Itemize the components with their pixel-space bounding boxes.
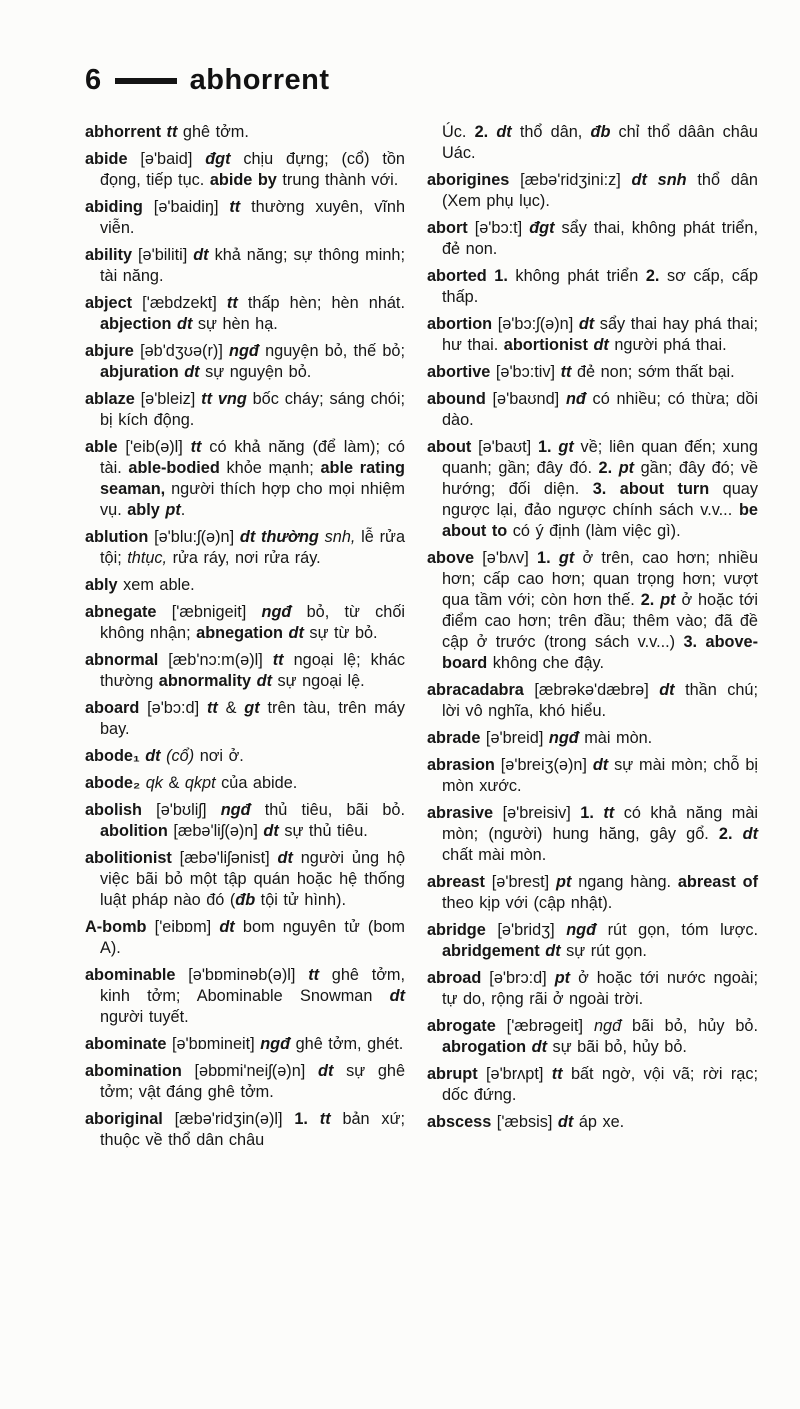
dictionary-entry: Úc. 2. dt thổ dân, đb chỉ thổ dâân châu Uác. [442, 123, 758, 162]
dictionary-entry: aborted 1. không phát triển 2. sơ cấp, cấp thấp. [427, 267, 758, 306]
dictionary-entry: above [ə'bʌv] 1. gt ở trên, cao hơn; nhiều hơn; cấp cao hơn; quan trọng hơn; vượt qua tầm với; còn hơn thế. 2. pt ở hoặc tới điểm cao hơn; trên đầu; thêm vào; đã đề cập ở trước (trong sách v.v...) 3. above-board không che đậy. [427, 549, 759, 672]
dictionary-entry: abrasive [ə'breisiv] 1. tt có khả năng mài mòn; (người) hung hăng, gây gổ. 2. dt chất mài mòn. [427, 804, 758, 864]
dictionary-entry: about [ə'baʊt] 1. gt về; liên quan đến; xung quanh; gần; đây đó. 2. pt gần; đây đó; về hướng; đối diện. 3. about turn quay ngược lại, đảo ngược chính sách v.v... be about to có ý định (làm việc gì). [427, 438, 758, 540]
dictionary-entry: abrade [ə'breid] ngđ mài mòn. [427, 729, 653, 747]
dictionary-entry: abroad [ə'brɔ:d] pt ở hoặc tới nước ngoài; tự do, rộng rãi ở ngoài trời. [427, 969, 758, 1008]
dictionary-entry: aboriginal [æbə'ridʒin(ə)l] 1. tt bản xứ; thuộc về thổ dân châu [85, 1110, 405, 1149]
guide-word: abhorrent [189, 63, 330, 96]
right-column [427, 122, 758, 1157]
dictionary-entry: abortive [ə'bɔ:tiv] tt đẻ non; sớm thất bại. [427, 363, 735, 381]
dictionary-entry: abolitionist [æbə'liʃənist] dt người ủng hộ việc bãi bỏ một tập quán hoặc hệ thống luật pháp nào đó (đb tội tử hình). [85, 849, 406, 909]
dictionary-entry: abortion [ə'bɔ:ʃ(ə)n] dt sẩy thai hay phá thai; hư thai. abortionist dt người phá thai. [427, 315, 758, 354]
dictionary-entry: ablaze [ə'bleiz] tt vng bốc cháy; sáng chói; bị kích động. [85, 390, 405, 429]
page-header [85, 62, 800, 98]
header-rule [115, 78, 177, 84]
dictionary-entry: ablution [ə'blu:ʃ(ə)n] dt thường snh, lễ rửa tội; thtục, rửa ráy, nơi rửa ráy. [85, 528, 405, 567]
dictionary-entry: abide [ə'baid] đgt chịu đựng; (cổ) tồn đọng, tiếp tục. abide by trung thành với. [85, 150, 405, 189]
dictionary-entry: abject ['æbdzekt] tt thấp hèn; hèn nhát. abjection dt sự hèn hạ. [85, 294, 405, 333]
dictionary-entry: abomination [əbɒmi'neiʃ(ə)n] dt sự ghê tởm; vật đáng ghê tởm. [85, 1062, 405, 1101]
dictionary-entry: abnormal [æb'nɔ:m(ə)l] tt ngoại lệ; khác thường abnormality dt sự ngoại lệ. [85, 651, 405, 690]
left-column [85, 122, 405, 1157]
dictionary-entry: abjure [əb'dʒʊə(r)] ngđ nguyện bỏ, thế bỏ; abjuration dt sự nguyện bỏ. [85, 342, 405, 381]
dictionary-entry: abolish [ə'bʊliʃ] ngđ thủ tiêu, bãi bỏ. abolition [æbə'liʃ(ə)n] dt sự thủ tiêu. [85, 801, 405, 840]
dictionary-entry: aboard [ə'bɔ:d] tt & gt trên tàu, trên máy bay. [85, 699, 405, 738]
dictionary-entry: abode₁ dt (cổ) nơi ở. [85, 747, 244, 765]
dictionary-entry: aborigines [æbə'ridʒini:z] dt snh thổ dân (Xem phụ lục). [427, 171, 758, 210]
dictionary-entry: abrogate ['æbrəgeit] ngđ bãi bỏ, hủy bỏ. abrogation dt sự bãi bỏ, hủy bỏ. [427, 1017, 758, 1056]
dictionary-entry: abscess ['æbsis] dt áp xe. [427, 1113, 625, 1131]
dictionary-entry: abort [ə'bɔ:t] đgt sẩy thai, không phát triển, đẻ non. [427, 219, 758, 258]
dictionary-entry: abracadabra [æbrəkə'dæbrə] dt thần chú; lời vô nghĩa, khó hiểu. [427, 681, 758, 720]
dictionary-entry: abridge [ə'bridʒ] ngđ rút gọn, tóm lược. abridgement dt sự rút gọn. [427, 921, 758, 960]
dictionary-entry: abrasion [ə'breiʒ(ə)n] dt sự mài mòn; chỗ bị mòn xước. [427, 756, 758, 795]
dictionary-entry: abhorrent tt ghê tởm. [85, 123, 249, 141]
dictionary-entry: abominable [ə'bɒminəb(ə)l] tt ghê tởm, kinh tởm; Abominable Snowman dt người tuyết. [85, 966, 405, 1026]
dictionary-entry: abiding [ə'baidiŋ] tt thường xuyên, vĩnh viễn. [85, 198, 405, 237]
dictionary-entry: A-bomb ['eibɒm] dt bom nguyên tử (bom A). [85, 918, 405, 957]
dictionary-entry: abreast [ə'brest] pt ngang hàng. abreast of theo kịp với (cập nhật). [427, 873, 758, 912]
dictionary-entry: abnegate ['æbnigeit] ngđ bỏ, từ chối không nhận; abnegation dt sự từ bỏ. [85, 603, 405, 642]
dictionary-entry: ability [ə'biliti] dt khả năng; sự thông minh; tài năng. [85, 246, 405, 285]
dictionary-entry: abrupt [ə'brʌpt] tt bất ngờ, vội vã; rời rạc; dốc đứng. [427, 1065, 758, 1104]
dictionary-entry: abode₂ qk & qkpt của abide. [85, 774, 298, 792]
dictionary-entry: abound [ə'baʊnd] nđ có nhiều; có thừa; dồi dào. [427, 390, 759, 429]
dictionary-columns [85, 122, 800, 1157]
dictionary-entry: able ['eib(ə)l] tt có khả năng (để làm); có tài. able-bodied khỏe mạnh; able rating seaman, người thích hợp cho mọi nhiệm vụ. ably pt. [85, 438, 405, 519]
page-number: 6 [85, 63, 102, 96]
dictionary-entry: ably xem able. [85, 576, 195, 594]
dictionary-entry: abominate [ə'bɒmineit] ngđ ghê tởm, ghét. [85, 1035, 404, 1053]
